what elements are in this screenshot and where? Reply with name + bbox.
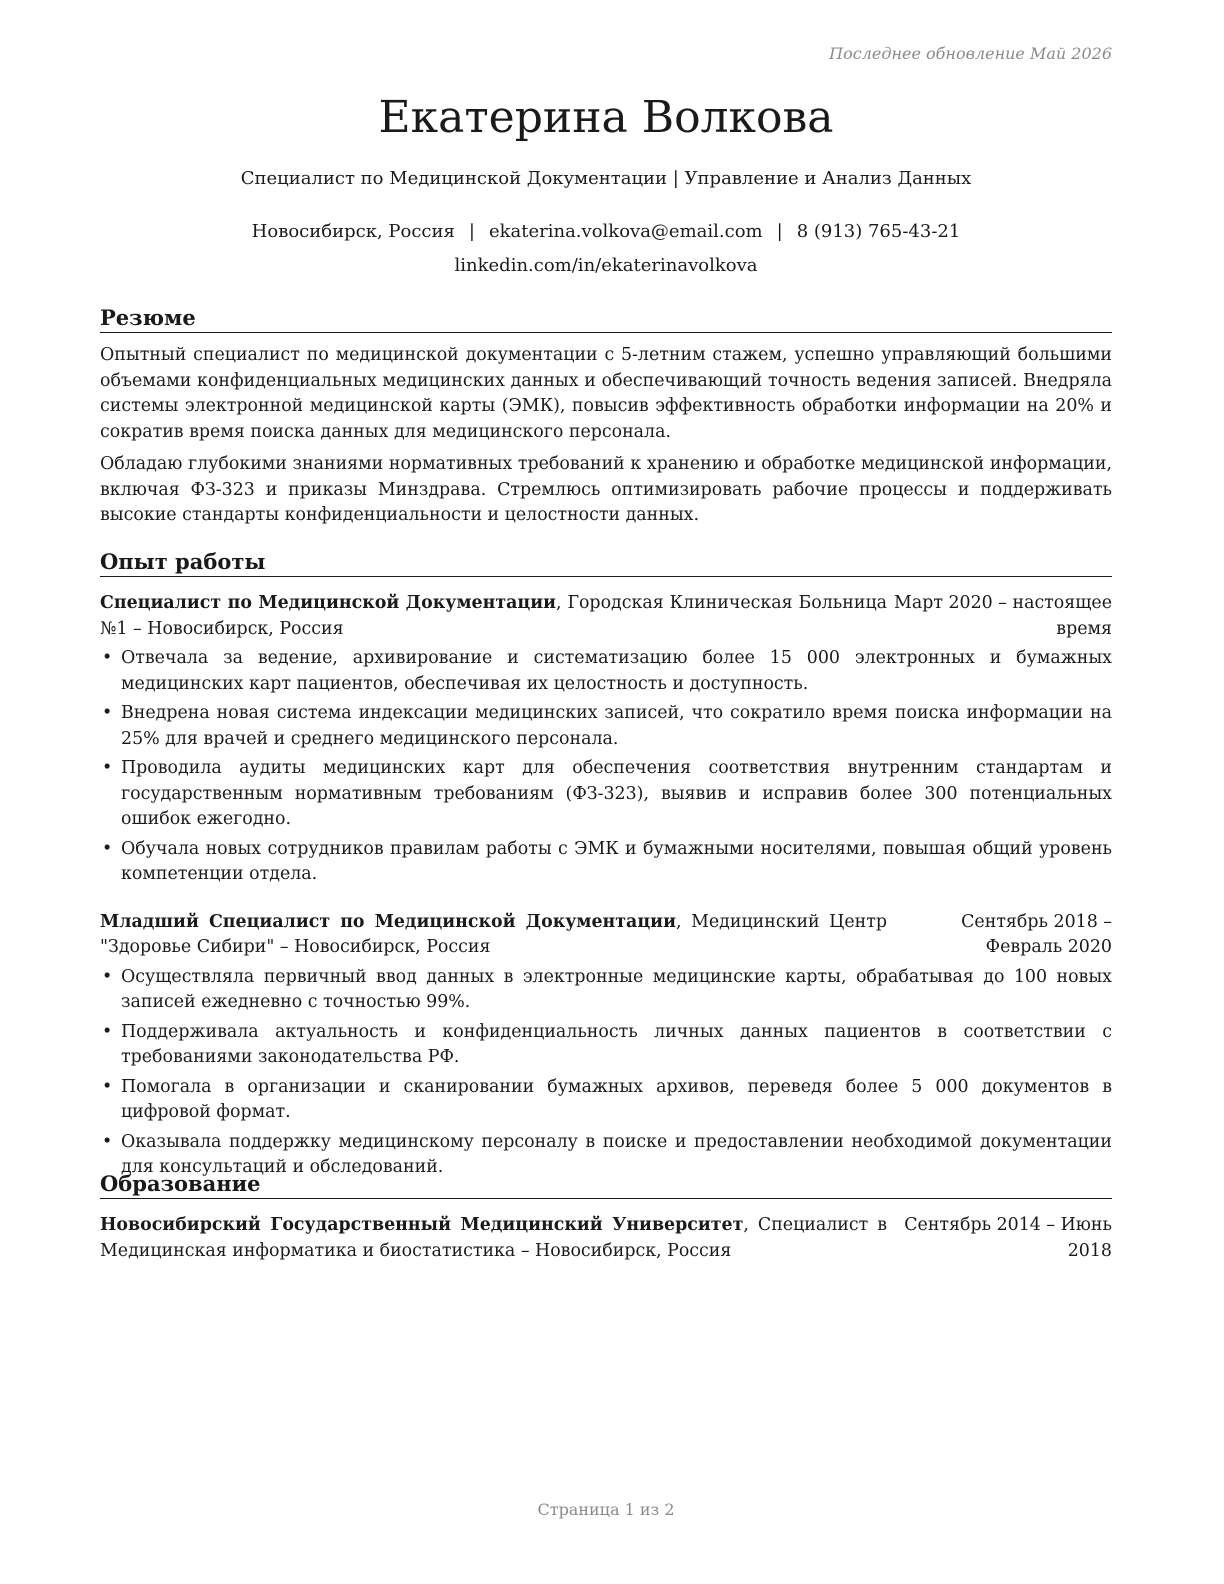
location: Новосибирск, Россия [251,221,455,242]
job-header [100,591,1112,642]
section-title-experience: Опыт работы [100,548,1112,577]
job-bullets [100,646,1112,888]
summary-paragraph: Опытный специалист по медицинской документации с 5-летним стажем, успешно управляющий большими объемами конфиденциальных медицинских данных и обеспечивающий точность ведения записей. Внедряла системы электронной медицинской карты (ЭМК), повысив эффективность обработки информации на 20% и сократив время поиска данных для медицинского персонала. [100,345,1112,442]
education-entry [100,1213,1112,1264]
list-item: • Оказывала поддержку медицинскому персоналу в поиске и предоставлении необходимой документации для консультаций и обследований. [100,1130,1112,1181]
separator: | [468,221,475,242]
linkedin-link[interactable]: linkedin.com/in/ekaterinavolkova [454,255,758,276]
job-entry [100,591,1112,888]
contact-line [100,218,1112,246]
tagline: Специалист по Медицинской Документации | Управление и Анализ Данных [240,168,972,189]
job-org: , Медицинский Центр "Здоровье Сибири" – Новосибирск, Россия [100,911,887,957]
job-role: Специалист по Медицинской Документации [100,593,557,613]
list-item: • Проводила аудиты медицинских карт для обеспечения соответствия внутренним стандартам и государственным нормативным требованиям (ФЗ-323), выявив и исправив более 300 потенциальных ошибок ежегодно. [100,756,1112,833]
job-dates: Март 2020 – настоящее время [894,593,1112,639]
section-title-summary: Резюме [100,304,1112,333]
summary-paragraph: Обладаю глубокими знаниями нормативных требований к хранению и обработке медицинской информации, включая ФЗ-323 и приказы Минздрава. Стремлюсь оптимизировать рабочие процессы и поддерживать высокие стандарты конфиденциальности и целостности данных. [100,454,1112,525]
list-item: • Отвечала за ведение, архивирование и систематизацию более 15 000 электронных и бумажных медицинских карт пациентов, обеспечивая их целостность и доступность. [100,646,1112,697]
list-item: • Помогала в организации и сканировании бумажных архивов, переведя более 5 000 документов в цифровой формат. [100,1075,1112,1126]
last-updated: Последнее обновление Май 2026 [829,44,1112,63]
education-header [100,1213,1112,1264]
job-org: , Городская Клиническая Больница №1 – Новосибирск, Россия [100,593,887,639]
email-link[interactable]: ekaterina.volkova@email.com [488,221,763,242]
page-number: Страница 1 из 2 [537,1500,675,1519]
education-dates: Сентябрь 2014 – Июнь 2018 [904,1215,1112,1261]
resume-page [100,0,1112,1584]
job-bullets [100,965,1112,1181]
job-entry [100,910,1112,1181]
school-name: Новосибирский Государственный Медицинский Университет [100,1215,744,1235]
job-dates: Сентябрь 2018 – Февраль 2020 [961,911,1112,957]
list-item: • Осуществляла первичный ввод данных в электронные медицинские карты, обрабатывая до 100 новых записей ежедневно с точностью 99%. [100,965,1112,1016]
candidate-name: Екатерина Волкова [378,92,834,143]
list-item: • Внедрена новая система индексации медицинских записей, что сократило время поиска информации на 25% для врачей и среднего медицинского персонала. [100,701,1112,752]
separator: | [776,221,783,242]
job-header [100,910,1112,961]
education-section [100,1170,1112,1264]
degree-details: , Специалист в Медицинская информатика и биостатистика – Новосибирск, Россия [100,1215,887,1261]
phone: 8 (913) 765-43-21 [796,221,961,242]
list-item: • Обучала новых сотрудников правилам работы с ЭМК и бумажными носителями, повышая общий уровень компетенции отдела. [100,837,1112,888]
job-role: Младший Специалист по Медицинской Документации [100,911,676,932]
experience-section [100,548,1112,1185]
section-title-education: Образование [100,1170,1112,1199]
list-item: • Поддерживала актуальность и конфиденциальность личных данных пациентов в соответствии с требованиями законодательства РФ. [100,1020,1112,1071]
summary-section [100,304,1112,529]
